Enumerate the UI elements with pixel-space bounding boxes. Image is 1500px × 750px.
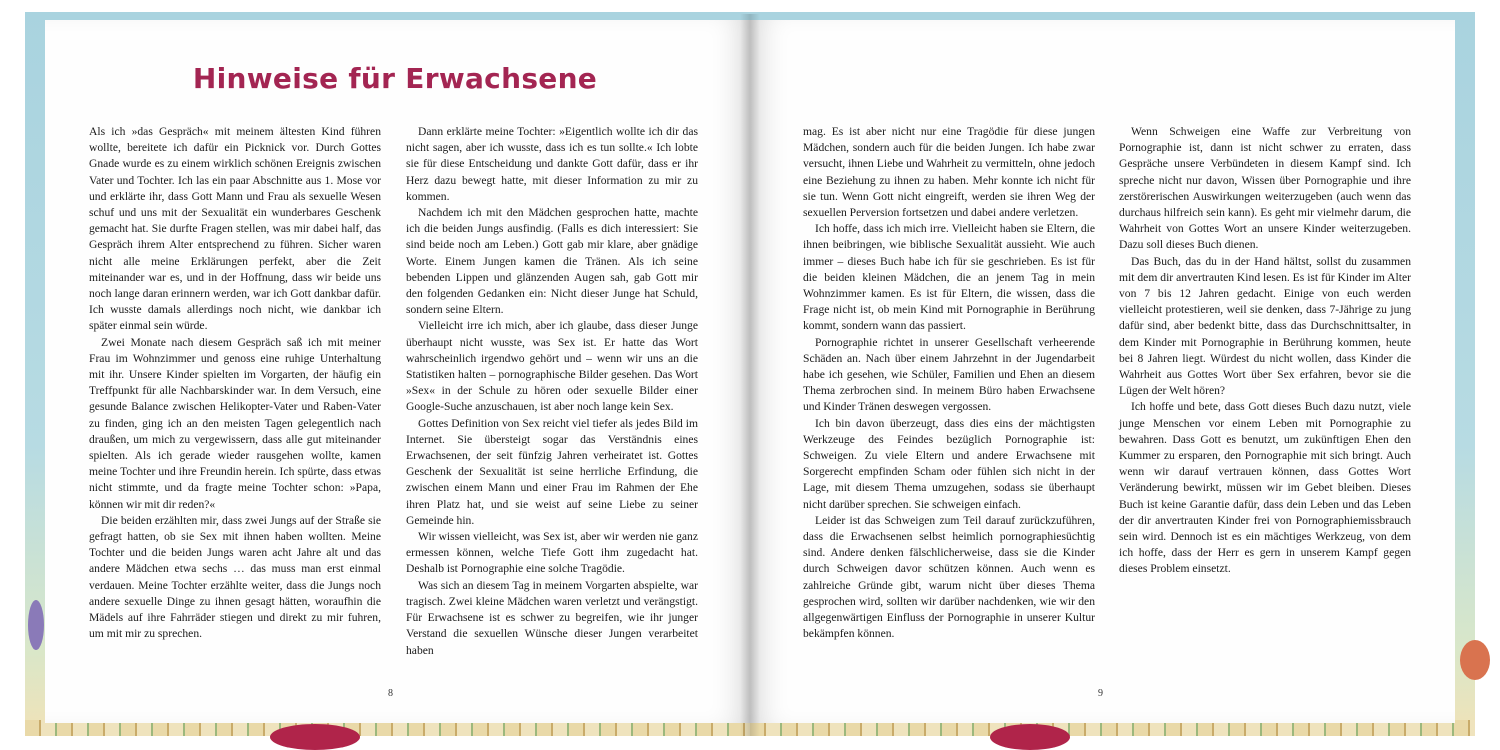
paragraph: Wir wissen vielleicht, was Sex ist, aber wir werden nie ganz ermessen können, welche Tiefe Gott ihm zugedacht hat. Deshalb ist Pornographie eine solche Tragödie. xyxy=(406,530,698,576)
paragraph: Als ich »das Gespräch« mit meinem ältesten Kind führen wollte, bereitete ich dafür ein Picknick vor. Durch Gottes Gnade wurde es zu einem wirklich schönen Ereignis zwischen Vater und Tochter. Ich las ein paar Abschnitte aus 1. Mose vor und erklärte ihr, dass Gott Mann und Frau als sexuelle Wesen schuf und uns mit der Sexualität ein wunderbares Geschenk gemacht hat. Sie durfte Fragen stellen, was mir dabei half, das Gespräch ihrem Alter entsprechend zu führen. Sicher waren nicht alle meine Erklärungen perfekt, aber die Zeit miteinander war es, und in der Hoffnung, dass wir beide uns noch lange daran erinnern werden, war ich Gott dankbar dafür. Ich wusste damals allerdings noch nicht, wie dankbar ich später einmal sein würde. xyxy=(89,125,381,333)
paragraph: Die beiden erzählten mir, dass zwei Jungs auf der Straße sie gefragt hatten, ob sie Sex mit ihnen haben wollten. Meine Tochter und die beiden Jungs waren acht Jahre alt und das andere Mädchen etwa sechs … das muss man erst einmal verdauen. Meine Tochter erzählte weiter, dass die Jungs noch andere sexuelle Dinge zu ihnen gesagt hätten, woraufhin die Mädels auf ihre Fahrräder stiegen und direkt zu mir fuhren, um mit mir zu sprechen. xyxy=(89,513,381,641)
paragraph: mag. Es ist aber nicht nur eine Tragödie für diese jungen Mädchen, sondern auch für die beiden Jungen. Ich habe zwar versucht, ihnen Liebe und Wahrheit zu vermitteln, ohne jedoch eine Beziehung zu ihnen zu haben. Mehr konnte ich nicht für sie tun. Wenn Gott nicht eingreift, werden sie ihren Weg der sexuellen Perversion fortsetzen und dabei andere verletzen. xyxy=(803,125,1095,220)
text-column-4 xyxy=(1119,124,1411,578)
paragraph: Das Buch, das du in der Hand hältst, sollst du zusammen mit dem dir anvertrauten Kind lesen. Es ist für Kinder im Alter von 7 bis 12 Jahren gedacht. Einige von euch werden vielleicht protestieren, weil sie denken, dass 7-Jährige zu jung dafür sind, aber bedenkt bitte, dass das Durchschnittsalter, in dem Kinder mit Pornographie in Berührung kommen, heute bei 8 Jahren liegt. Würdest du nicht wollen, dass Kinder die Wahrheit aus Gottes Wort über Sex erfahren, bevor sie die Lügen der Welt hören? xyxy=(1119,254,1411,398)
book-gutter xyxy=(740,14,760,736)
text-column-2 xyxy=(406,124,698,659)
paragraph: Zwei Monate nach diesem Gespräch saß ich mit meiner Frau im Wohnzimmer und genoss eine ruhige Unterhaltung mit ihr. Unsere Kinder spielten im Vorgarten, der häufig ein Treffpunkt für alle Nachbarskinder war. In dem Versuch, eine gesunde Balance zwischen Helikopter-Vater und Raben-Vater zu finden, ging ich an den meisten Tagen gelegentlich nach draußen, um mich zu vergewissern, dass alle gut miteinander spielten. Als ich gerade wieder rausgehen wollte, kamen meine Tochter und ihre Freundin herein. Ich spürte, dass etwas nicht stimmte, und da fragte meine Tochter schon: »Papa, können wir mit dir reden?« xyxy=(89,335,381,511)
page-number-left: 8 xyxy=(388,688,393,699)
flower-illustration xyxy=(28,600,44,650)
page-number-right: 9 xyxy=(1098,688,1103,699)
text-column-1 xyxy=(89,124,381,643)
text-column-3 xyxy=(803,124,1095,643)
paragraph: Gottes Definition von Sex reicht viel tiefer als jedes Bild im Internet. Sie übersteigt sogar das Verständnis eines Erwachsenen, der seit fünfzig Jahren verheiratet ist. Gottes Geschenk der Sexualität ist seine herrliche Erfindung, die zwischen einem Mann und einer Frau im Rahmen der Ehe ihren Platz hat, und sie weist auf seine Liebe zu seiner Gemeinde hin. xyxy=(406,416,698,527)
paragraph: Dann erklärte meine Tochter: »Eigentlich wollte ich dir das nicht sagen, aber ich wusste, dass ich es tun sollte.« Ich lobte sie für diese Entscheidung und dankte Gott dafür, dass er ihr Herz dazu bewegt hatte, mit dieser Information zu mir zu kommen. xyxy=(406,125,698,203)
paragraph: Wenn Schweigen eine Waffe zur Verbreitung von Pornographie ist, dann ist nicht schwer zu erraten, dass Gespräche unsere Verbündeten in diesem Kampf sind. Ich spreche nicht nur davon, Wissen über Pornographie und ihre zerstörerischen Auswirkungen weiterzugeben (auch wenn das durchaus hilfreich sein kann). Es geht mir vielmehr darum, die Wahrheit von Gottes Wort an unsere Kinder weiterzugeben. Dazu soll dieses Buch dienen. xyxy=(1119,125,1411,252)
paragraph: Ich hoffe, dass ich mich irre. Vielleicht haben sie Eltern, die ihnen beibringen, wie biblische Sexualität aussieht. Wie auch immer – dieses Buch habe ich für sie geschrieben. Es ist für die beiden kleinen Mädchen, die an jenem Tag in mein Wohnzimmer kamen. Es ist für Eltern, die wissen, dass die Frage nicht ist, ob mein Kind mit Pornographie in Berührung kommt, sondern wann das passiert. xyxy=(803,222,1095,333)
paragraph: Ich hoffe und bete, dass Gott dieses Buch dazu nutzt, viele junge Menschen vor einem Leben mit Pornographie zu bewahren. Dass Gott es benutzt, um zukünftigen Ehen den Kummer zu ersparen, den Pornographie mit sich bringt. Auch wenn wir darauf vertrauen können, dass Gottes Wort Veränderung bewirkt, müssen wir im Gebet bleiben. Dieses Buch ist keine Garantie dafür, dass dein Leben und das Leben der dir anvertrauten Kinder frei von Pornographiemissbrauch sein wird. Dennoch ist es ein mächtiges Werkzeug, von dem ich hoffe, dass der Herr es gern in unserem Kampf gegen dieses Problem einsetzt. xyxy=(1119,400,1411,576)
paragraph: Nachdem ich mit den Mädchen gesprochen hatte, machte ich die beiden Jungs ausfindig. (Falls es dich interessiert: Sie sind beide noch am Leben.) Gott gab mir klare, aber gnädige Worte. Einem Jungen kamen die Tränen. Als ich seine bebenden Lippen und glänzenden Augen sah, gab Gott mir den folgenden Gedanken ein: Nicht dieser Junge hat Schuld, sondern seine Eltern. xyxy=(406,206,698,317)
flower-illustration xyxy=(270,724,360,750)
paragraph: Leider ist das Schweigen zum Teil darauf zurückzuführen, dass die Erwachsenen selbst heimlich pornographiesüchtig sind. Andere denken fälschlicherweise, dass sie die Kinder durch Schweigen davor schützen können. Auch wenn es zahlreiche Gründe gibt, warum nicht über dieses Thema gesprochen wird, sollten wir darüber nachdenken, wie wir den allgegenwärtigen Einfluss der Pornographie in unserer Kultur bekämpfen können. xyxy=(803,513,1095,641)
paragraph: Ich bin davon überzeugt, dass dies eins der mächtigsten Werkzeuge des Feindes bezüglich Pornographie ist: Schweigen. Zu viele Eltern und andere Erwachsene mit Sorgerecht empfinden Scham oder fühlen sich nicht in der Lage, mit diesem Thema umzugehen, sodass sie überhaupt nicht darüber sprechen. Sie schweigen einfach. xyxy=(803,416,1095,511)
paragraph: Pornographie richtet in unserer Gesellschaft verheerende Schäden an. Nach über einem Jahrzehnt in der Jugendarbeit habe ich gesehen, wie Schüler, Familien und Ehen an diesem Thema zerbrochen sind. In meinem Büro haben Erwachsene und Kinder Tränen deswegen vergossen. xyxy=(803,335,1095,414)
flower-illustration xyxy=(990,724,1070,750)
paragraph: Was sich an diesem Tag in meinem Vorgarten abspielte, war tragisch. Zwei kleine Mädchen waren verletzt und verängstigt. Für Erwachsene ist es schwer zu begreifen, wie ihr junger Verstand die sexuellen Wünsche dieser Jungen verarbeitet haben xyxy=(406,578,698,657)
flower-illustration xyxy=(1460,640,1490,680)
paragraph: Vielleicht irre ich mich, aber ich glaube, dass dieser Junge überhaupt nicht wusste, was Sex ist. Er hatte das Wort wahrscheinlich irgendwo gehört und – wenn wir uns an die Statistiken halten – pornographische Bilder gesehen. Das Wort »Sex« in der Schule zu hören oder sexuelle Bilder einer Google-Suche anzuschauen, ist aber noch lange kein Sex. xyxy=(406,319,698,414)
page-title: Hinweise für Erwachsene xyxy=(192,62,598,95)
